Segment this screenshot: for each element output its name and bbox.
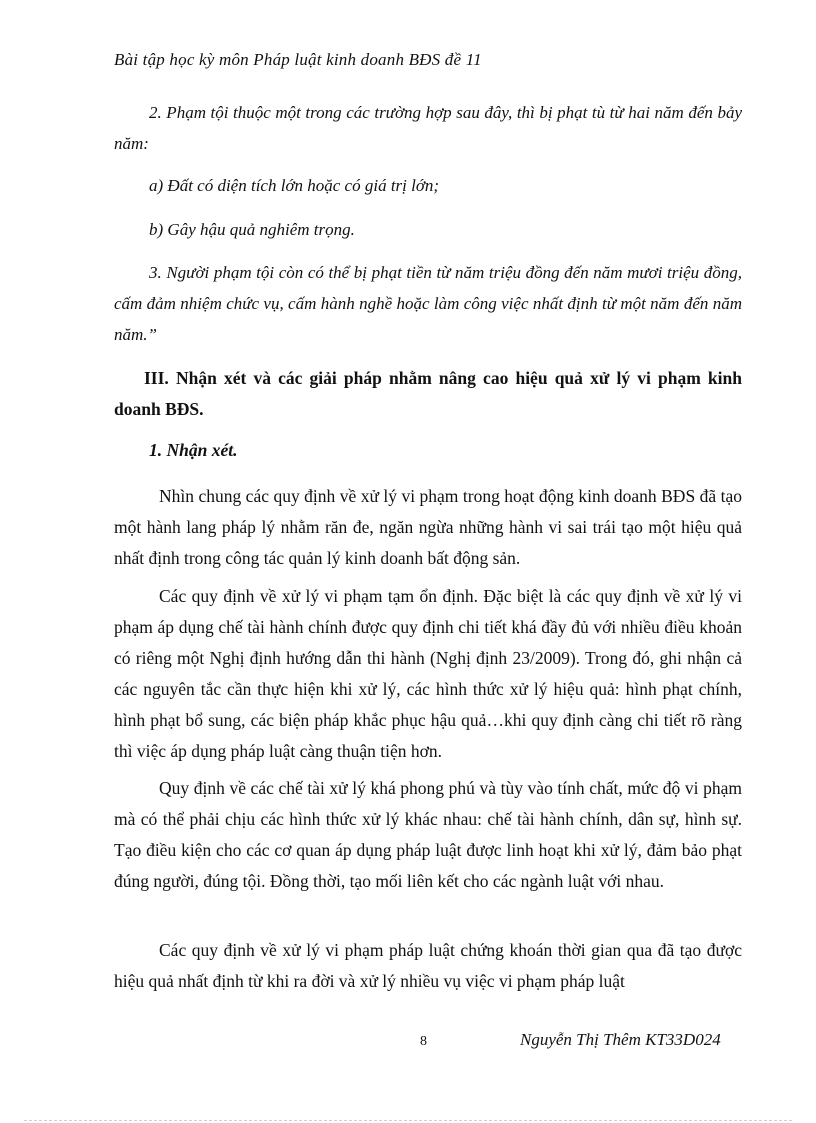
quote-clause-3: 3. Người phạm tội còn có thể bị phạt tiền từ năm triệu đồng đến năm mươi triệu đồng, cấm đảm nhiệm chức vụ, cấm hành nghề hoặc làm công việc nhất định từ một năm đến năm năm.” <box>114 263 742 344</box>
body-paragraph-2: Các quy định về xử lý vi phạm tạm ổn định. Đặc biệt là các quy định về xử lý vi phạm áp dụng chế tài hành chính được quy định chi tiết khá đầy đủ với nhiều điều khoản có riêng một Nghị định hướng dẫn thi hành (Nghị định 23/2009). Trong đó, ghi nhận cả các nguyên tắc cần thực hiện khi xử lý, các hình thức xử lý hiệu quả: hình phạt chính, hình phạt bổ sung, các biện pháp khắc phục hậu quả…khi quy định càng chi tiết rõ ràng thì việc áp dụng pháp luật càng thuận tiện hơn. <box>114 586 742 761</box>
quote-item-b: b) Gây hậu quả nghiêm trọng. <box>149 220 355 239</box>
page-number: 8 <box>420 1034 427 1049</box>
footer-author: Nguyễn Thị Thêm KT33D024 <box>520 1030 721 1049</box>
page-bottom-divider <box>24 1120 792 1121</box>
quote-item-a: a) Đất có diện tích lớn hoặc có giá trị lớn; <box>149 176 440 195</box>
quote-clause-2: 2. Phạm tội thuộc một trong các trường hợp sau đây, thì bị phạt tù từ hai năm đến bảy năm: <box>114 103 742 153</box>
page-header: Bài tập học kỳ môn Pháp luật kinh doanh BĐS đề 11 <box>114 50 482 69</box>
subsection-heading: 1. Nhận xét. <box>149 440 238 460</box>
section-heading: III. Nhận xét và các giải pháp nhằm nâng cao hiệu quả xử lý vi phạm kinh doanh BĐS. <box>114 368 742 419</box>
body-paragraph-1: Nhìn chung các quy định về xử lý vi phạm trong hoạt động kinh doanh BĐS đã tạo một hành lang pháp lý nhằm răn đe, ngăn ngừa những hành vi sai trái tạo một hiệu quả nhất định trong công tác quản lý kinh doanh bất động sản. <box>114 486 742 568</box>
body-paragraph-3: Quy định về các chế tài xử lý khá phong phú và tùy vào tính chất, mức độ vi phạm mà có thể phải chịu các hình thức xử lý khác nhau: chế tài hành chính, dân sự, hình sự. Tạo điều kiện cho các cơ quan áp dụng pháp luật được linh hoạt khi xử lý, đảm bảo phạt đúng người, đúng tội. Đồng thời, tạo mối liên kết cho các ngành luật với nhau. <box>114 778 742 891</box>
body-paragraph-4: Các quy định về xử lý vi phạm pháp luật chứng khoán thời gian qua đã tạo được hiệu quả nhất định từ khi ra đời và xử lý nhiều vụ việc vi phạm pháp luật <box>114 940 742 991</box>
